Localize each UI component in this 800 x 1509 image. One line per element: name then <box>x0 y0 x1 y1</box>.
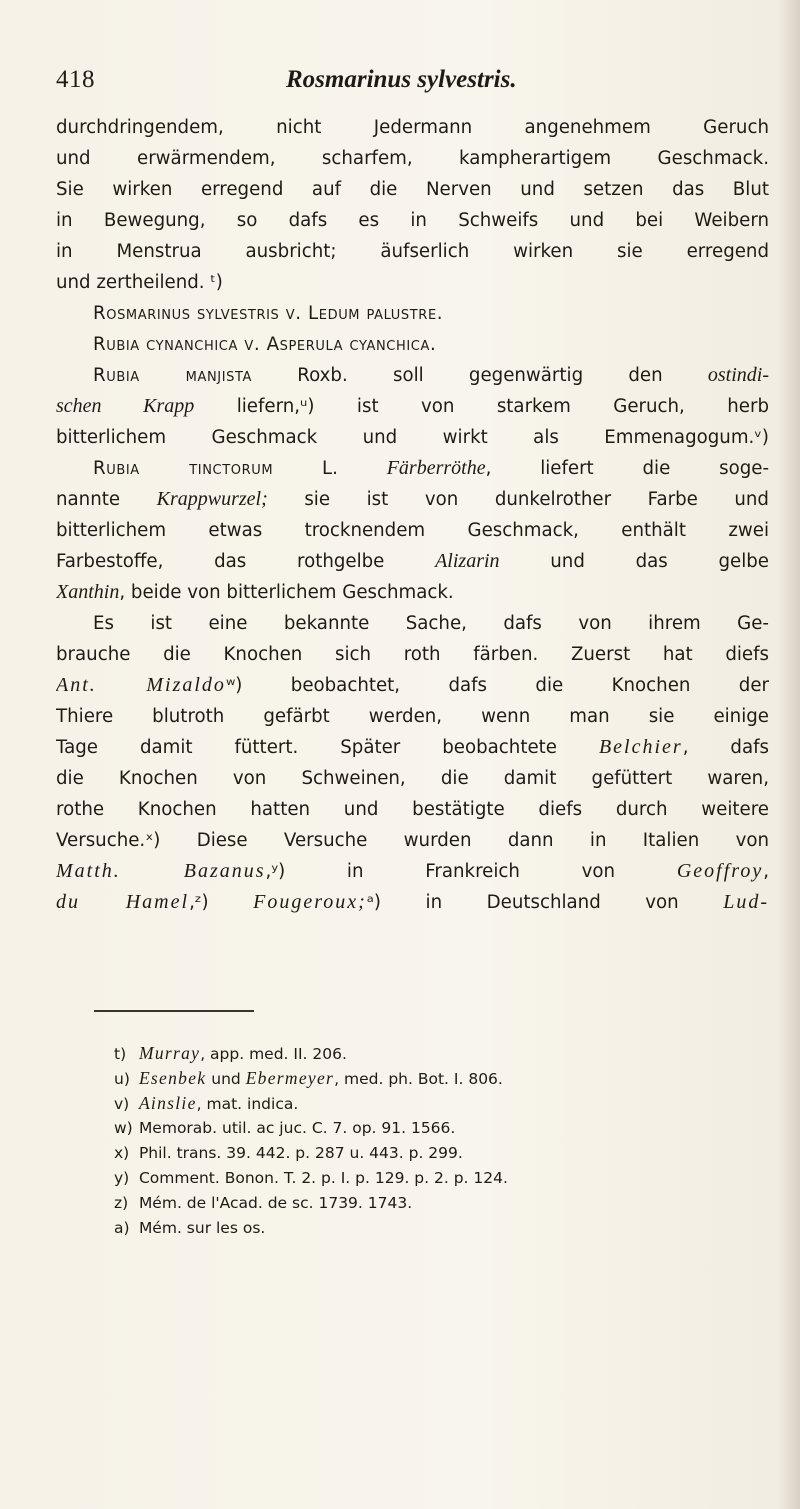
text-line: bitterlichem Geschmack und wirkt als Emmenagogum.ᵛ) <box>56 427 769 448</box>
text-line: Farbestoffe, das rothgelbe Alizarin und das gelbe <box>56 550 769 572</box>
author-name: Geoffroy <box>676 860 764 882</box>
text-line: Versuche.ˣ) Diese Versuche wurden dann in Italien von <box>56 830 769 851</box>
footnote-key: t) <box>114 1045 127 1063</box>
text-line: Thiere blutroth gefärbt werden, wenn man sie einige <box>56 706 769 727</box>
footnote: a) Mém. sur les os. <box>114 1216 754 1241</box>
text-line: die Knochen von Schweinen, die damit gefüttert waren, <box>56 768 769 789</box>
author-name: Belchier <box>598 736 683 758</box>
entry-heading <box>56 329 769 360</box>
text-line: Rubia tinctorum L. Färberröthe, liefert die soge- <box>93 457 769 479</box>
text-line: schen Krapp liefern,ᵘ) ist von starkem Geruch, herb <box>56 395 769 417</box>
text-line: und erwärmendem, scharfem, kampherartigem Geschmack. <box>56 148 769 169</box>
text-line: Es ist eine bekannte Sache, dafs von ihrem Ge- <box>93 613 769 634</box>
footnote: y) Comment. Bonon. T. 2. p. I. p. 129. p. 2. p. 124. <box>114 1166 754 1191</box>
text-line: nannte Krappwurzel; sie ist von dunkelrother Farbe und <box>56 488 769 510</box>
text-line: in Menstrua ausbricht; äufserlich wirken sie erregend <box>56 241 769 262</box>
author-name: Lud- <box>723 891 769 913</box>
running-title: Rosmarinus sylvestris. <box>286 66 517 93</box>
text-line: Rubia manjista Roxb. soll gegenwärtig den ostindi- <box>93 364 769 386</box>
text-line: Tage damit füttert. Später beobachtete Belchier, dafs <box>56 736 769 758</box>
text-line: brauche die Knochen sich roth färben. Zuerst hat diefs <box>56 644 769 665</box>
footnote-key: u) <box>114 1070 130 1088</box>
footnote-divider <box>94 1010 254 1012</box>
author-name: Fougeroux; <box>253 891 367 913</box>
text-line: bitterlichem etwas trocknendem Geschmack, enthält zwei <box>56 520 769 541</box>
text-line: Xanthin, beide von bitterlichem Geschmack. <box>56 581 454 603</box>
text-line: Sie wirken erregend auf die Nerven und setzen das Blut <box>56 179 769 200</box>
text-line: durchdringendem, nicht Jedermann angenehmem Geruch <box>56 117 769 138</box>
species-name: Rubia cynanchica v. Asperula cyanchica. <box>93 334 437 355</box>
text-line: Matth. Bazanus,ʸ) in Frankreich von Geoffroy, <box>56 860 769 882</box>
footnote-key: x) <box>114 1144 130 1162</box>
footnote: t) Murray, app. med. II. 206. <box>114 1041 754 1066</box>
text-line: du Hamel,ᶻ) Fougeroux;ᵃ) in Deutschland von Lud- <box>56 891 769 913</box>
footnote: w) Memorab. util. ac juc. C. 7. op. 91. 1566. <box>114 1116 754 1141</box>
author-name: Ant. Mizaldo <box>56 674 226 696</box>
footnote: u) Esenbek und Ebermeyer, med. ph. Bot. I. 806. <box>114 1066 754 1091</box>
footnote: v) Ainslie, mat. indica. <box>114 1091 754 1116</box>
page-number: 418 <box>56 66 95 93</box>
species-name: Rubia tinctorum <box>93 458 274 479</box>
text-line: rothe Knochen hatten und bestätigte diefs durch weitere <box>56 799 769 820</box>
footnote-key: z) <box>114 1194 129 1212</box>
text-line: in Bewegung, so dafs es in Schweifs und bei Weibern <box>56 210 769 231</box>
species-name: Rosmarinus sylvestris v. Ledum palustre. <box>93 303 444 324</box>
footnote: x) Phil. trans. 39. 442. p. 287 u. 443. p. 299. <box>114 1141 754 1166</box>
author-name: du Hamel <box>56 891 190 913</box>
species-name: Rubia manjista <box>93 365 253 386</box>
footnote: z) Mém. de l'Acad. de sc. 1739. 1743. <box>114 1191 754 1216</box>
footnote-key: a) <box>114 1219 130 1237</box>
page-header <box>56 66 756 106</box>
footnote-key: v) <box>114 1095 130 1113</box>
text-line: Ant. Mizaldoʷ) beobachtet, dafs die Knochen der <box>56 674 769 696</box>
footnotes <box>114 1041 754 1241</box>
footnote-key: w) <box>114 1119 133 1137</box>
entry-heading <box>56 298 769 329</box>
footnote-key: y) <box>114 1169 130 1187</box>
text-line: und zertheilend. ᵗ) <box>56 272 223 293</box>
author-name: Matth. Bazanus <box>56 860 266 882</box>
main-text <box>56 112 769 918</box>
